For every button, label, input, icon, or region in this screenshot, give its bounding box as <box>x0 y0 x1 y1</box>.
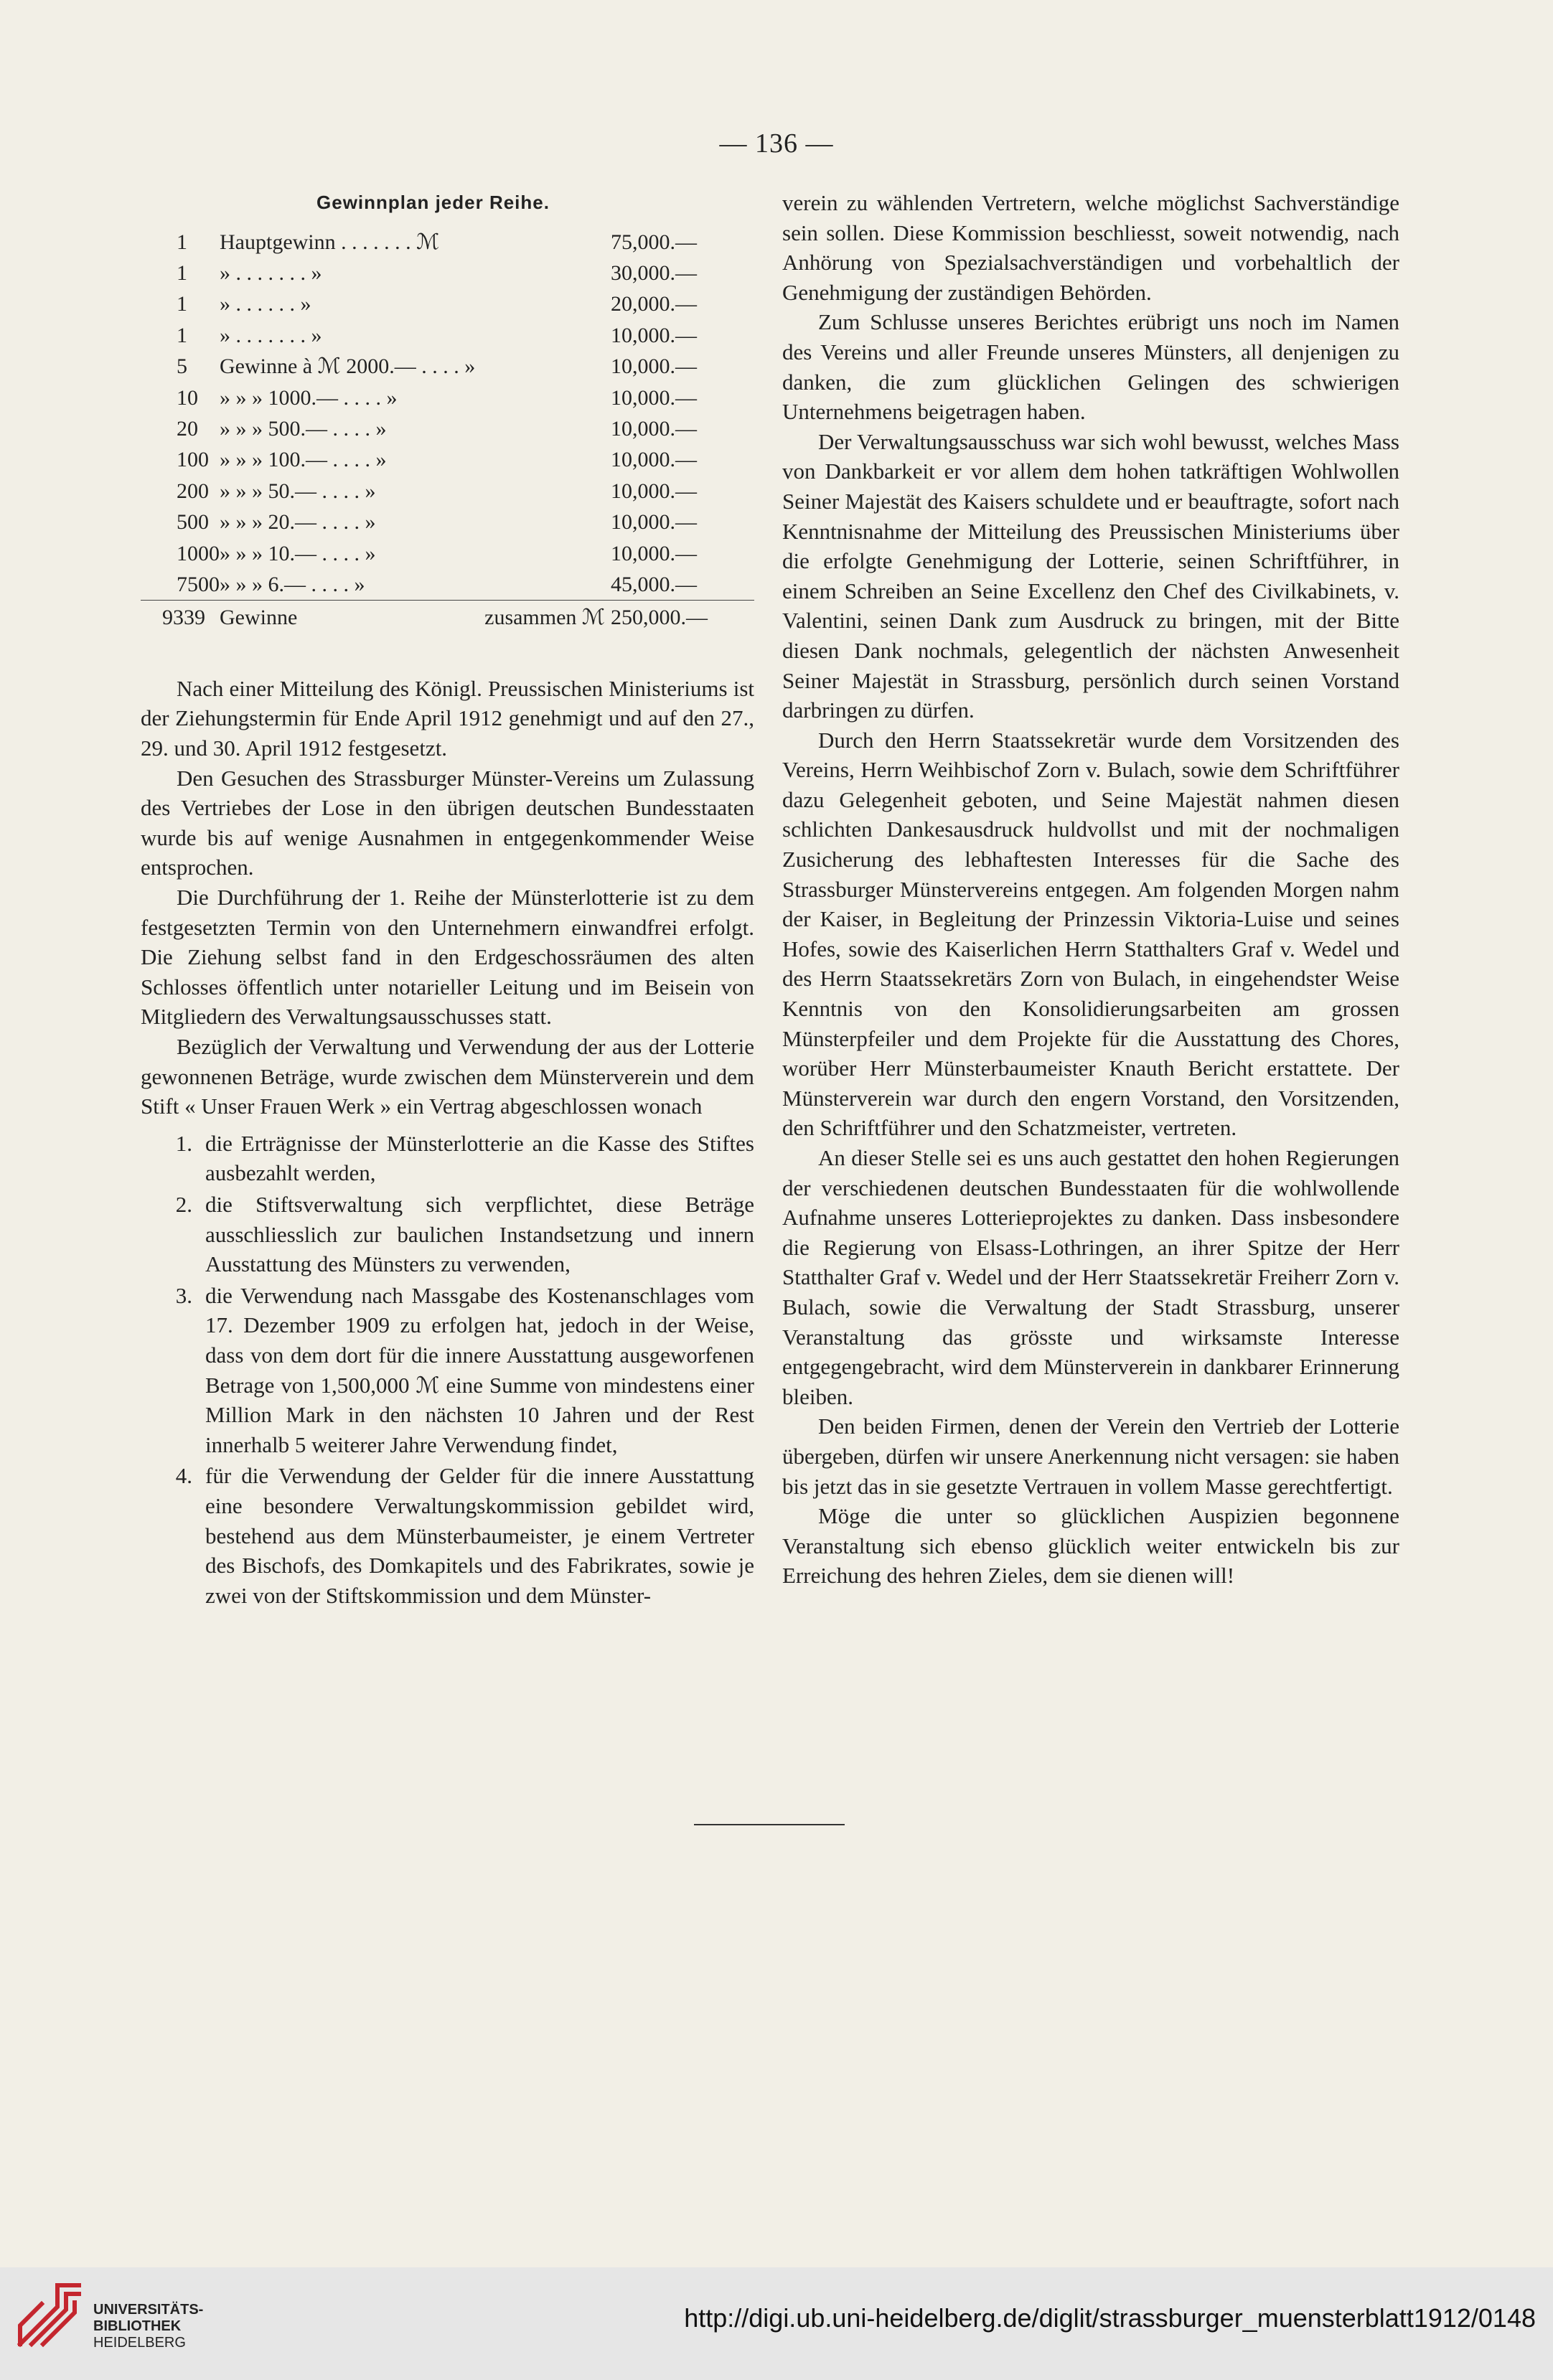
paragraph-continuation: verein zu wählenden Vertretern, welche möglichst Sachverständige sein sollen. Diese Kommission beschliesst, soweit notwendig, nach Anhörung von Spezialsachverständigen und vorbehaltlich der Genehmigung der zuständigen Behörden. <box>782 190 1399 305</box>
logo-line-2: BIBLIOTHEK <box>93 2318 182 2334</box>
prize-count: 20 <box>177 417 198 441</box>
total-count: 9339 <box>162 606 205 630</box>
prize-count: 1000 <box>177 541 220 565</box>
prize-desc: » » » 100.— . . . . » <box>220 448 387 472</box>
paragraph: Nach einer Mitteilung des Königl. Preussischen Ministeriums ist der Ziehungstermin für Ende April 1912 genehmigt und auf den 27., 29. und 30. April 1912 festgesetzt. <box>141 675 754 761</box>
prize-plan-title: Gewinnplan jeder Reihe. <box>316 192 550 213</box>
prize-row <box>141 258 754 288</box>
prize-table <box>141 227 754 634</box>
paragraph: Den Gesuchen des Strassburger Münster-Vereins um Zulassung des Vertriebes der Lose in den übrigen deutschen Bundesstaaten wurde bis auf wenige Ausnahmen in entgegenkommender Weise entsprochen. <box>141 765 754 880</box>
prize-desc: » » » 50.— . . . . » <box>220 479 376 503</box>
prize-amount: 10,000.— <box>611 448 697 472</box>
prize-total-row <box>141 602 754 633</box>
prize-row <box>141 382 754 413</box>
total-desc <box>220 602 611 633</box>
list-item-number: 4. <box>175 1463 192 1489</box>
left-body-text <box>141 674 754 1121</box>
prize-desc: Gewinne à ℳ 2000.— . . . . » <box>220 354 476 379</box>
end-rule <box>694 1824 845 1825</box>
total-amount: 250,000.— <box>611 606 708 630</box>
prize-count: 100 <box>177 448 209 472</box>
list-item-number: 2. <box>175 1191 192 1217</box>
prize-desc: » . . . . . . » <box>220 292 311 316</box>
list-item-text: für die Verwendung der Gelder für die innere Ausstattung eine besondere Verwaltungskommission gebildet wird, bestehend aus dem Münsterbaumeister, je einem Vertreter des Bischofs, des Domkapitels und des Fabrikrates, sowie je zwei von der Stiftskommission und dem Münster- <box>205 1463 754 1608</box>
logo-line-3: HEIDELBERG <box>93 2335 186 2351</box>
prize-desc: » » » 20.— . . . . » <box>220 510 376 535</box>
prize-amount: 20,000.— <box>611 292 697 316</box>
list-item <box>141 1190 754 1279</box>
list-item <box>141 1461 754 1610</box>
paragraph: Bezüglich der Verwaltung und Verwendung der aus der Lotterie gewonnenen Beträge, wurde zwischen dem Münsterverein und dem Stift « Unser Frauen Werk » ein Vertrag abgeschlossen wonach <box>141 1034 754 1119</box>
list-item-text: die Erträgnisse der Münsterlotterie an die Kasse des Stiftes ausbezahlt werden, <box>205 1130 754 1186</box>
prize-amount: 75,000.— <box>611 230 697 254</box>
prize-amount: 10,000.— <box>611 510 697 535</box>
prize-count: 1 <box>177 323 187 347</box>
prize-amount: 30,000.— <box>611 261 697 285</box>
prize-row <box>141 444 754 475</box>
prize-count: 500 <box>177 510 209 535</box>
prize-row <box>141 288 754 319</box>
prize-desc: » . . . . . . . » <box>220 323 322 347</box>
prize-amount: 45,000.— <box>611 573 697 597</box>
prize-count: 10 <box>177 385 198 410</box>
prize-desc: » » » 500.— . . . . » <box>220 417 387 441</box>
prize-desc: » » » 1000.— . . . . » <box>220 385 398 410</box>
logo-line-1: UNIVERSITÄTS- <box>93 2302 204 2318</box>
library-logo-text <box>93 2302 203 2351</box>
left-column <box>141 188 754 1610</box>
prize-row <box>141 413 754 444</box>
library-logo-icon <box>13 2275 90 2353</box>
prize-count: 1 <box>177 292 187 316</box>
footer-bar <box>0 2267 1553 2380</box>
right-column <box>782 188 1399 1591</box>
prize-amount: 10,000.— <box>611 323 697 347</box>
prize-desc: Hauptgewinn . . . . . . . ℳ <box>220 230 440 254</box>
list-item-text: die Verwendung nach Massgabe des Kostenanschlages vom 17. Dezember 1909 zu erfolgen hat, jedoch in der Weise, dass von dem dort für die innere Ausstattung ausgeworfenen Betrage von 1,500,000 ℳ eine Summe von mindestens einer Million Mark in den nächsten 10 Jahren und der Rest innerhalb 5 weiterer Jahre Verwendung findet, <box>205 1282 754 1457</box>
source-url-link[interactable]: http://digi.ub.uni-heidelberg.de/diglit/strassburger_muensterblatt1912/0148 <box>684 2303 1536 2333</box>
prize-amount: 10,000.— <box>611 479 697 503</box>
list-item <box>141 1281 754 1460</box>
paragraph: Durch den Herrn Staatssekretär wurde dem Vorsitzenden des Vereins, Herrn Weihbischof Zorn v. Bulach, sowie dem Schriftführer dazu Gelegenheit geboten, und Seine Majestät nahmen diesen schlichten Dankesausdruck huldvollst und mit der nochmaligen Zusicherung des lebhaftesten Interesses für die Sache des Strassburger Münstervereins entgegen. Am folgenden Morgen nahm der Kaiser, in Begleitung der Prinzessin Viktoria-Luise und seines Hofes, sowie des Kaiserlichen Herrn Statthalters Graf v. Wedel und des Herrn Staatssekretärs Zorn von Bulach, in eingehendster Weise Kenntnis von den Konsolidierungsarbeiten am grossen Münsterpfeiler und dem Projekte für die Ausstattung des Chores, worüber Herr Münsterbaumeister Knauth Bericht erstattete. Der Münsterverein war durch den engern Vorstand, den Vorsitzenden, den Schriftführer und den Schatzmeister, vertreten. <box>782 727 1399 1141</box>
prize-desc: » » » 6.— . . . . » <box>220 573 365 597</box>
prize-count: 1 <box>177 261 187 285</box>
total-label: Gewinne <box>220 606 298 630</box>
page-number: — 136 — <box>719 128 834 159</box>
paragraph: Der Verwaltungsausschuss war sich wohl bewusst, welches Mass von Dankbarkeit er vor allem dem hohen tatkräftigen Wohlwollen Seiner Majestät des Kaisers schuldete und er beauftragte, sofort nach Kenntnisnahme der Mitteilung des Preussischen Ministeriums über die erfolgte Genehmigung der Lotterie, seinen Schriftführer, in einem Schreiben an Seine Excellenz den Chef des Civilkabinets, v. Valentini, seinen Dank zum Ausdruck zu bringen, mit der Bitte diesen Dank nochmals, gelegentlich der nächsten Anwesenheit Seiner Majestät in Strassburg, persönlich durch seinen Vorstand darbringen zu dürfen. <box>782 428 1399 723</box>
prize-desc: » » » 10.— . . . . » <box>220 541 376 565</box>
prize-count: 7500 <box>177 573 220 597</box>
prize-amount: 10,000.— <box>611 385 697 410</box>
prize-row <box>141 320 754 351</box>
prize-row <box>141 569 754 601</box>
prize-row <box>141 227 754 258</box>
prize-row <box>141 538 754 569</box>
list-item <box>141 1129 754 1188</box>
list-item-text: die Stiftsverwaltung sich verpflichtet, diese Beträge ausschliesslich zur baulichen Instandsetzung und innern Ausstattung des Münsters zu verwenden, <box>205 1191 754 1277</box>
total-sum-label: zusammen ℳ <box>484 606 605 630</box>
list-item-number: 3. <box>175 1282 192 1308</box>
prize-row <box>141 351 754 382</box>
prize-amount: 10,000.— <box>611 417 697 441</box>
list-item-number: 1. <box>175 1130 192 1156</box>
prize-count: 200 <box>177 479 209 503</box>
contract-list <box>141 1129 754 1611</box>
prize-row <box>141 507 754 537</box>
paragraph: Zum Schlusse unseres Berichtes erübrigt uns noch im Namen des Vereins und aller Freunde unseres Münsters, all denjenigen zu danken, die zum glücklichen Gelingen des schwierigen Unternehmens beigetragen haben. <box>782 309 1399 425</box>
paragraph: Möge die unter so glücklichen Auspizien begonnene Veranstaltung sich ebenso glücklich weiter entwickeln bis zur Erreichung des hehren Zieles, dem sie dienen will! <box>782 1503 1399 1589</box>
prize-amount: 10,000.— <box>611 541 697 565</box>
prize-desc: » . . . . . . . » <box>220 261 322 285</box>
prize-row <box>141 476 754 507</box>
prize-count: 5 <box>177 354 187 379</box>
paragraph: Den beiden Firmen, denen der Verein den Vertrieb der Lotterie übergeben, dürfen wir unsere Anerkennung nicht versagen: sie haben bis jetzt das in sie gesetzte Vertrauen in vollem Masse gerechtfertigt. <box>782 1414 1399 1499</box>
paragraph: An dieser Stelle sei es uns auch gestattet den hohen Regierungen der verschiedenen deutschen Bundesstaaten für die wohlwollende Aufnahme unseres Lotterieprojektes zu danken. Dass insbesondere die Regierung von Elsass-Lothringen, an ihrer Spitze der Herr Statthalter Graf v. Wedel und der Herr Staatssekretär Freiherr Zorn v. Bulach, sowie die Verwaltung der Stadt Strassburg, unserer Veranstaltung das grösste und wirksamste Interesse entgegengebracht, wird dem Münsterverein in dankbarer Erinnerung bleiben. <box>782 1145 1399 1409</box>
prize-count: 1 <box>177 230 187 254</box>
prize-amount: 10,000.— <box>611 354 697 379</box>
paragraph: Die Durchführung der 1. Reihe der Münsterlotterie ist zu dem festgesetzten Termin von den Unternehmern einwandfrei erfolgt. Die Ziehung selbst fand in den Erdgeschossräumen des alten Schlosses öffentlich unter notarieller Leitung und im Beisein von Mitgliedern des Verwaltungsausschusses statt. <box>141 885 754 1030</box>
